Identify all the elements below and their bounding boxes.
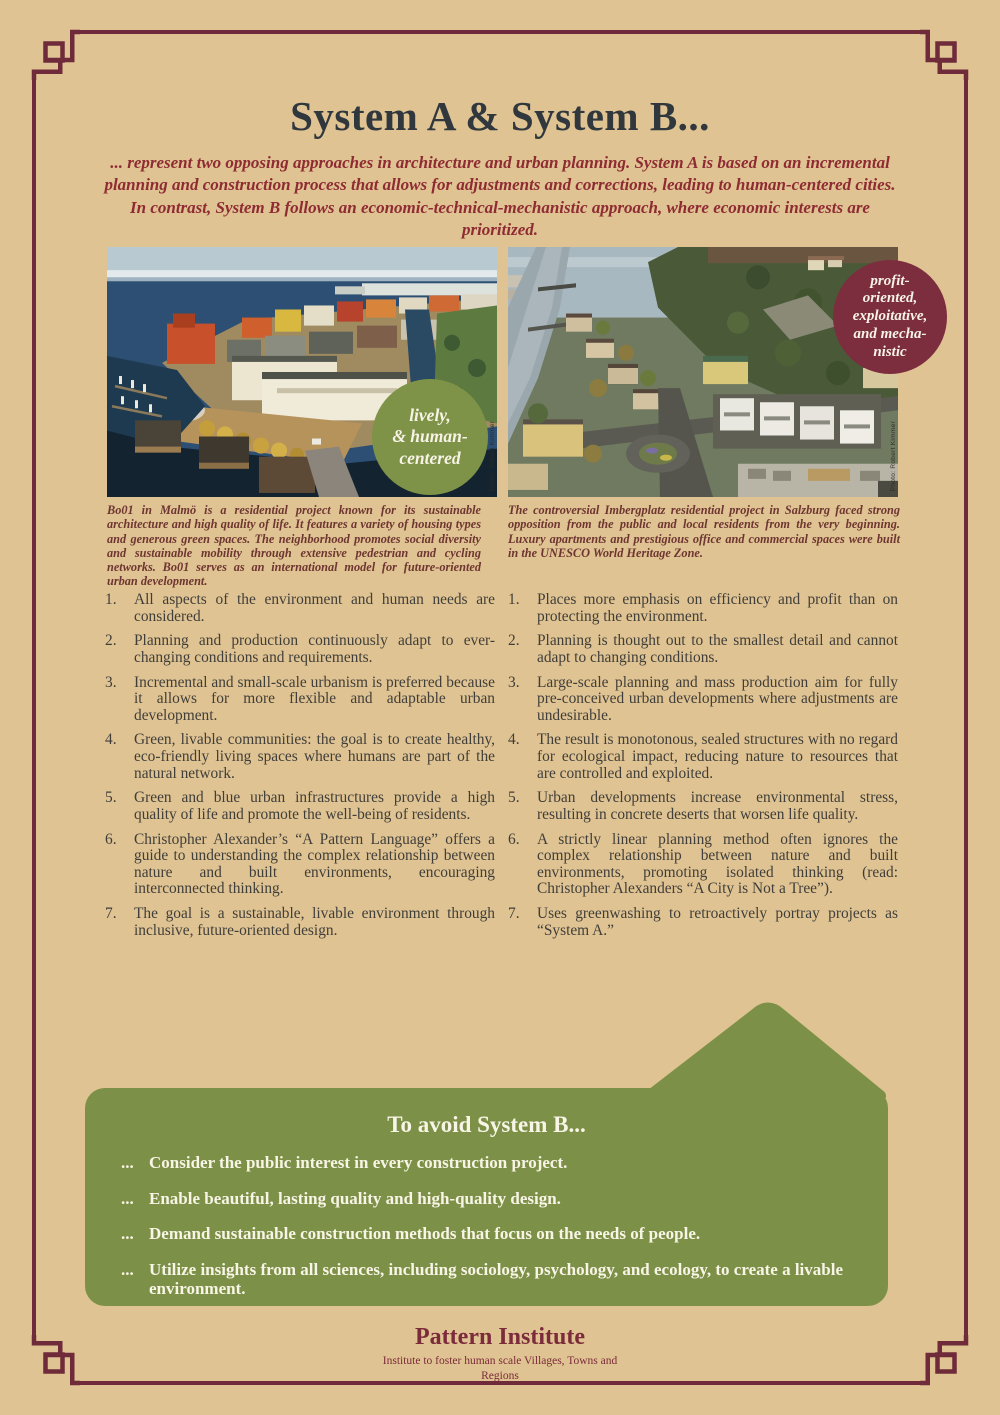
badge-line: profit- <box>870 272 910 289</box>
organization-name: Pattern Institute <box>415 1324 585 1350</box>
badge-line: nistic <box>873 343 907 360</box>
callout-item: ... Enable beautiful, lasting quality and high-quality design. <box>121 1188 561 1208</box>
list-item: The result is monotonous, sealed structures with no regard for ecological impact, reducing nature to resources that are controlled and exploited. <box>537 731 898 782</box>
caption-imbergplatz: The controversial Imbergplatz residential project in Salzburg faced strong opposition from the public and local residents from the very beginning. Luxury apartments and prestigious office and commercial spaces were built in the UNESCO World Heritage Zone. <box>508 503 900 560</box>
list-item: Green, livable communities: the goal is to create healthy, eco-friendly living spaces where humans are part of the natural network. <box>134 731 495 782</box>
callout-peak-pointer <box>85 1000 888 1090</box>
badge-line: and mecha- <box>853 325 927 342</box>
frame-line-right <box>964 71 969 1344</box>
callout-item: ... Consider the public interest in every construction project. <box>121 1153 568 1172</box>
avoid-system-b-callout <box>85 1088 888 1306</box>
list-item: Planning is thought out to the smallest detail and cannot adapt to changing conditions. <box>537 632 898 666</box>
list-item: The goal is a sustainable, livable environment through inclusive, future-oriented design. <box>134 905 495 939</box>
intro-paragraph: ... represent two opposing approaches in architecture and urban planning. System A is based on an incremental planning and construction process that allows for adjustments and corrections, leading to human-centered cities. In contrast, System B follows an economic-technical-mechanistic approach, where economic interests are prioritized. <box>104 153 896 240</box>
imbergplatz-aerial-illustration <box>508 247 898 497</box>
frame-corner-ornament <box>0 0 80 80</box>
list-item: Uses greenwashing to retroactively portray projects as “System A.” <box>537 905 898 939</box>
photo-credit: Photo: Robert Kimmer <box>890 420 897 491</box>
badge-line: centered <box>399 447 461 468</box>
system-b-badge <box>833 260 947 374</box>
list-item: A strictly linear planning method often ignores the complex relationship between nature and built environments, promoting isolated thinking (read: Christopher Alexanders “A City is Not a Tree”). <box>537 830 898 898</box>
callout-item: ... Demand sustainable construction methods that focus on the needs of people. <box>121 1224 701 1244</box>
badge-line: exploitative, <box>852 308 928 325</box>
ellipsis-bullet: ... <box>121 1259 134 1279</box>
photo-credit: Photo: Robert Kimmer <box>489 420 496 491</box>
page-title: System A & System B... <box>290 93 710 139</box>
callout-item: ... Utilize insights from all sciences, including sociology, psychology, and ecology, to create a livable environment. <box>121 1259 844 1299</box>
list-item: Green and blue urban infrastructures provide a high quality of life and promote the well-being of residents. <box>134 789 495 823</box>
list-item: Urban developments increase environmental stress, resulting in concrete deserts that worsen life quality. <box>537 789 898 823</box>
frame-line-left <box>32 71 37 1344</box>
list-item: Places more emphasis on efficiency and profit than on protecting the environment. <box>537 591 898 625</box>
system-b-list <box>508 592 898 947</box>
list-item: All aspects of the environment and human needs are considered. <box>134 591 495 625</box>
photo-imbergplatz-salzburg <box>508 247 898 497</box>
ellipsis-bullet: ... <box>121 1224 134 1244</box>
list-item: Planning and production continuously adapt to ever-changing conditions and requirements. <box>134 632 495 666</box>
photo-comparison <box>107 247 928 497</box>
ellipsis-bullet: ... <box>121 1188 134 1208</box>
system-a-badge <box>372 379 488 495</box>
callout-title: To avoid System B... <box>387 1112 586 1137</box>
list-item: Incremental and small-scale urbanism is preferred because it allows for more flexible and adaptable urban development. <box>134 673 495 724</box>
frame-line-top <box>71 30 929 35</box>
list-item: Christopher Alexander’s “A Pattern Language” offers a guide to understanding the complex relationship between nature and built environments, encouraging interconnected thinking. <box>134 830 495 898</box>
badge-line: lively, <box>409 404 451 425</box>
badge-line: & human- <box>392 426 468 447</box>
organization-tagline: Institute to foster human scale Villages, Towns and Regions <box>382 1355 618 1382</box>
ellipsis-bullet: ... <box>121 1153 134 1172</box>
callout-list <box>121 1153 876 1299</box>
caption-bo01: Bo01 in Malmö is a residential project known for its sustainable architecture and high quality of life. It features a variety of housing types and generous green spaces. The neighborhood promotes social diversity and sustainable mobility through extensive pedestrian and cycling networks. Bo01 serves as an international model for future-oriented urban development. <box>107 503 481 589</box>
list-item: Large-scale planning and mass production aim for fully pre-conceived urban developments where adjustments are undesirable. <box>537 673 898 724</box>
footer <box>0 1324 1000 1384</box>
badge-line: oriented, <box>862 290 918 307</box>
system-a-list <box>105 592 495 947</box>
frame-corner-ornament <box>920 0 1000 80</box>
